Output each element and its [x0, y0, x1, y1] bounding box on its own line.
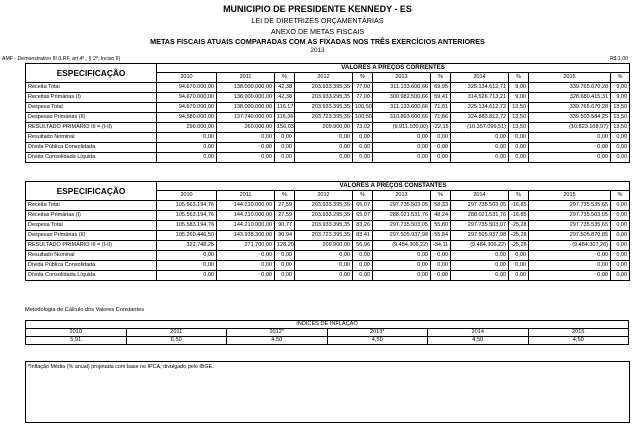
table-cell: 0,00	[509, 143, 529, 153]
table-cell: 94.670.000,00	[157, 103, 217, 113]
table-cell: 0,00	[451, 271, 509, 281]
table-cell: 0,00	[295, 251, 353, 261]
table-cell: 42,38	[275, 83, 295, 93]
table-cell: 310.893.600,66	[373, 113, 431, 123]
law-title: LEI DE DIRETRIZES ORÇAMENTÁRIAS	[251, 16, 384, 25]
section-title-row	[26, 182, 630, 191]
section-title-row	[26, 64, 630, 73]
table-cell: 0,00	[431, 153, 451, 163]
inflation-year: 2013*	[327, 329, 428, 337]
table-cell: 297.735.503,05	[373, 201, 431, 211]
row-label: Dívida Pública Consolidada	[26, 261, 157, 271]
row-label: Despesa Total	[26, 221, 157, 231]
table-cell: 0,00	[611, 143, 630, 153]
column-header: 2015	[529, 191, 611, 201]
table-cell: 0,00	[373, 251, 431, 261]
table-cell: 94.670.000,00	[157, 93, 217, 103]
table-cell: 143.938.300,00	[217, 231, 275, 241]
table-cell: 138.000.000,00	[217, 103, 275, 113]
table-cell: 297.735.503,05	[373, 221, 431, 231]
inflation-title: ÍNDICES DE INFLAÇÃO	[26, 321, 629, 329]
table-cell: 144.210.000,00	[217, 221, 275, 231]
table-cell: 77,00	[353, 93, 373, 103]
column-header: 2012	[295, 73, 353, 83]
table-cell: 0,00	[275, 261, 295, 271]
table-cell: 0,00	[611, 261, 630, 271]
table-cell: 138.000.000,00	[217, 93, 275, 103]
inflation-year: 2012*	[227, 329, 328, 337]
table-cell: 42,38	[275, 93, 295, 103]
column-header: 2013	[373, 191, 431, 201]
table-cell: 116,17	[275, 103, 295, 113]
table-cell: 69,95	[431, 83, 451, 93]
inflation-note: *Inflação Média (% anual) projetada com base no IPCA, divulgado pelo IBGE.	[28, 364, 214, 370]
row-label: Receita Total	[26, 83, 157, 93]
table-row	[26, 113, 630, 123]
table-cell: 0,00	[451, 261, 509, 271]
column-header: %	[611, 191, 630, 201]
table-cell: 203.723.395,35	[295, 231, 353, 241]
column-header: %	[509, 73, 529, 83]
table-row	[26, 83, 630, 93]
table-cell: 0,00	[217, 271, 275, 281]
table-cell: -34,11	[431, 241, 451, 251]
table-cell: 0,00	[373, 133, 431, 143]
table-cell: 290.000,00	[157, 123, 217, 133]
table-row	[26, 211, 630, 221]
table-row	[26, 153, 630, 163]
table-cell: 128,20	[275, 241, 295, 251]
table-cell: 0,00	[353, 133, 373, 143]
table-cell: 0,00	[157, 261, 217, 271]
table-cell: 0,00	[529, 153, 611, 163]
table-cell: 339.765.670,28	[529, 103, 611, 113]
municipality-title: MUNICIPIO DE PRESIDENTE KENNEDY - ES	[223, 4, 412, 14]
table-row	[26, 93, 630, 103]
table-cell: 0,00	[611, 211, 630, 221]
table-cell: -16,85	[509, 211, 529, 221]
table-cell: 311.133.600,66	[373, 83, 431, 93]
table-cell: (9.911.100,00)	[373, 123, 431, 133]
table-cell: 137.740.000,00	[217, 113, 275, 123]
table-cell: 0,00	[295, 133, 353, 143]
inflation-year: 2015	[528, 329, 629, 337]
row-label: RESULTADO PRIMÁRIO III = (I-II)	[26, 241, 157, 251]
table-cell: 156,03	[275, 123, 295, 133]
table-cell: 328.680.415,31	[529, 93, 611, 103]
table-cell: 55,80	[431, 221, 451, 231]
table-cell: 0,00	[157, 133, 217, 143]
table-cell: 58,33	[431, 201, 451, 211]
table-cell: 0,00	[611, 271, 630, 281]
table-row	[26, 123, 630, 133]
table-row	[26, 231, 630, 241]
specification-header: ESPECIFICAÇÃO	[26, 64, 157, 83]
column-header: %	[275, 191, 295, 201]
row-label: Despesa Total	[26, 103, 157, 113]
table-cell: 9,00	[611, 83, 630, 93]
table-cell: 297.735.535,65	[529, 201, 611, 211]
table-cell: 13,50	[509, 113, 529, 123]
table-cell: 339.503.584,25	[529, 113, 611, 123]
table-cell: 297.735.503,05	[451, 201, 509, 211]
column-header: 2012	[295, 191, 353, 201]
column-header: %	[275, 73, 295, 83]
table-cell: 0,00	[353, 153, 373, 163]
table-cell: 59,41	[431, 93, 451, 103]
table-cell: 203.933.395,35	[295, 83, 353, 93]
table-cell: 209.900,00	[295, 241, 353, 251]
inflation-year: 2010	[26, 329, 127, 337]
table-cell: 0,00	[431, 133, 451, 143]
table-cell: 0,00	[373, 261, 431, 271]
table-cell: 0,00	[353, 251, 373, 261]
specification-header: ESPECIFICAÇÃO	[26, 182, 157, 201]
table-cell: 325.134.612,72	[451, 103, 509, 113]
table-cell: 311.133.600,66	[373, 103, 431, 113]
row-label: Resultado Nominal	[26, 251, 157, 261]
table-cell: 288.021.531,76	[451, 211, 509, 221]
column-header: %	[353, 73, 373, 83]
constant-prices-table	[25, 181, 630, 281]
column-header: %	[611, 73, 630, 83]
table-cell: 0,00	[275, 271, 295, 281]
table-row	[26, 103, 630, 113]
table-cell: 0,00	[275, 153, 295, 163]
table-cell: 0,00	[217, 143, 275, 153]
table-cell: 0,00	[353, 271, 373, 281]
column-header: %	[431, 73, 451, 83]
table-cell: 0,00	[451, 251, 509, 261]
table-cell: 90,77	[275, 221, 295, 231]
table-cell: 0,00	[509, 133, 529, 143]
table-cell: 144.210.000,00	[217, 211, 275, 221]
inflation-year: 2014	[428, 329, 529, 337]
table-cell: 297.735.503,07	[451, 221, 509, 231]
table-row	[26, 261, 630, 271]
table-cell: 71,86	[431, 113, 451, 123]
table-cell: 0,00	[157, 251, 217, 261]
table-cell: 0,00	[611, 133, 630, 143]
table-cell: -25,28	[509, 241, 529, 251]
inflation-table	[25, 320, 629, 345]
inflation-value: 4,50	[327, 337, 428, 345]
column-header: 2011	[217, 73, 275, 83]
row-label: Despesas Primárias (II)	[26, 231, 157, 241]
table-cell: 94.670.000,00	[157, 83, 217, 93]
table-cell: 0,00	[373, 153, 431, 163]
table-cell: 0,00	[451, 133, 509, 143]
table-cell: 0,00	[509, 251, 529, 261]
table-cell: 105.260.446,50	[157, 231, 217, 241]
table-cell: 271.700,00	[217, 241, 275, 251]
section-title: VALORES A PREÇOS CONSTANTES	[157, 182, 630, 191]
table-cell: 105.583.194,76	[157, 221, 217, 231]
table-cell: 0,00	[295, 143, 353, 153]
amf-reference: AMF - Demonstrativo III (LRF, art 4º., § 2º, Inciso II)	[2, 56, 121, 62]
table-cell: 0,00	[353, 261, 373, 271]
table-cell: 0,00	[275, 133, 295, 143]
table-cell: 9,00	[611, 93, 630, 103]
table-row	[26, 221, 630, 231]
table-cell: 9,00	[509, 93, 529, 103]
table-cell: 324.883.812,72	[451, 113, 509, 123]
row-label: Dívida Consolidada Líquida	[26, 271, 157, 281]
column-header: %	[353, 191, 373, 201]
table-cell: -16,85	[509, 201, 529, 211]
row-label: Receita Total	[26, 201, 157, 211]
table-cell: 0,00	[353, 143, 373, 153]
table-cell: 0,00	[295, 271, 353, 281]
table-cell: 0,00	[611, 231, 630, 241]
row-label: Receitas Primárias (I)	[26, 211, 157, 221]
row-label: RESULTADO PRIMÁRIO III = (I-II)	[26, 123, 157, 133]
table-cell: 65,07	[353, 201, 373, 211]
table-cell: 0,00	[509, 153, 529, 163]
table-cell: 0,00	[217, 261, 275, 271]
table-cell: (10.823.168,97)	[529, 123, 611, 133]
table-cell: 116,36	[275, 113, 295, 123]
table-cell: 65,07	[353, 211, 373, 221]
column-header: 2015	[529, 73, 611, 83]
table-cell: 83,26	[353, 221, 373, 231]
table-cell: 0,00	[295, 261, 353, 271]
table-cell: 0,00	[373, 143, 431, 153]
table-cell: -25,28	[509, 231, 529, 241]
column-header: 2014	[451, 73, 509, 83]
table-cell: 203.933.395,35	[295, 221, 353, 231]
current-prices-table	[25, 63, 630, 163]
table-cell: 0,00	[529, 133, 611, 143]
row-label: Dívida Pública Consolidada	[26, 143, 157, 153]
inflation-value: 4,50	[428, 337, 529, 345]
table-cell: 0,00	[611, 241, 630, 251]
table-cell: 0,00	[451, 153, 509, 163]
table-cell: 0,00	[157, 153, 217, 163]
inflation-year: 2011	[126, 329, 227, 337]
table-cell: 260.000,00	[217, 123, 275, 133]
table-cell: 13,50	[611, 123, 630, 133]
table-cell: 203.723.395,35	[295, 113, 353, 123]
report-subtitle: METAS FISCAIS ATUAIS COMPARADAS COM AS FIXADAS NOS TRÊS EXERCÍCIOS ANTERIORES	[150, 37, 485, 46]
currency-unit: R$ 1,00	[609, 56, 628, 62]
row-label: Receitas Primárias (I)	[26, 93, 157, 103]
table-cell: 0,00	[431, 251, 451, 261]
inflation-value: 4,50	[528, 337, 629, 345]
table-cell: 73,02	[353, 123, 373, 133]
table-row	[26, 201, 630, 211]
table-cell: 0,00	[217, 251, 275, 261]
table-cell: 144.210.000,00	[217, 201, 275, 211]
table-cell: 325.134.612,71	[451, 83, 509, 93]
table-row	[26, 241, 630, 251]
row-label: Despesas Primárias (II)	[26, 113, 157, 123]
column-header: %	[509, 191, 529, 201]
column-header: 2010	[157, 191, 217, 201]
table-cell: 0,00	[611, 153, 630, 163]
inflation-value: 4,50	[227, 337, 328, 345]
table-cell: 27,59	[275, 211, 295, 221]
column-header: 2011	[217, 191, 275, 201]
table-cell: 0,00	[509, 261, 529, 271]
methodology-label: Metodologia de Cálculo dos Valores Constantes	[25, 307, 144, 313]
inflation-value: 5,91	[26, 337, 127, 345]
table-cell: 13,50	[509, 103, 529, 113]
table-cell: 0,00	[217, 133, 275, 143]
column-header: 2010	[157, 73, 217, 83]
table-cell: 105.563.194,76	[157, 201, 217, 211]
section-title: VALORES A PREÇOS CORRENTES	[157, 64, 630, 73]
table-cell: -25,28	[509, 221, 529, 231]
table-cell: 0,00	[431, 271, 451, 281]
table-cell: 288.021.531,76	[373, 211, 431, 221]
table-cell: 90,94	[275, 231, 295, 241]
table-cell: 0,00	[611, 201, 630, 211]
table-cell: 203.933.295,35	[295, 211, 353, 221]
table-cell: 94.580.000,00	[157, 113, 217, 123]
table-cell: 48,24	[431, 211, 451, 221]
table-row	[26, 133, 630, 143]
table-cell: 203.933.295,35	[295, 93, 353, 103]
row-label: Resultado Nominal	[26, 133, 157, 143]
table-cell: 100,50	[353, 103, 373, 113]
table-cell: 0,00	[373, 271, 431, 281]
table-cell: (10.357.099,51)	[451, 123, 509, 133]
table-cell: 297.505.937,98	[451, 231, 509, 241]
column-header: %	[431, 191, 451, 201]
table-cell: 0,00	[275, 251, 295, 261]
table-cell: 0,00	[157, 143, 217, 153]
table-cell: 100,50	[353, 113, 373, 123]
table-cell: 0,00	[529, 143, 611, 153]
table-cell: 322.748,25	[157, 241, 217, 251]
row-label: Dívida Consolidada Líquida	[26, 153, 157, 163]
table-cell: 13,50	[509, 123, 529, 133]
annex-title: ANEXO DE METAS FISCAIS	[270, 27, 365, 36]
table-cell: 77,00	[353, 83, 373, 93]
table-cell: 27,59	[275, 201, 295, 211]
table-row	[26, 143, 630, 153]
report-year: 2013	[310, 47, 325, 54]
table-cell: 0,00	[451, 143, 509, 153]
table-cell: 339.765.670,28	[529, 83, 611, 93]
table-cell: 0,00	[509, 271, 529, 281]
table-row	[26, 271, 630, 281]
table-cell: 203.933.395,35	[295, 201, 353, 211]
table-cell: 13,50	[611, 103, 630, 113]
table-cell: 0,00	[295, 153, 353, 163]
table-cell: 297.505.870,85	[529, 231, 611, 241]
column-header: 2014	[451, 191, 509, 201]
table-cell: 83,41	[353, 231, 373, 241]
table-cell: 105.563.194,76	[157, 211, 217, 221]
inflation-value: 6,50	[126, 337, 227, 345]
table-cell: 55,84	[431, 231, 451, 241]
table-cell: 0,00	[157, 271, 217, 281]
table-cell: (9.484.306,22)	[451, 241, 509, 251]
table-cell: 0,00	[611, 251, 630, 261]
table-cell: 0,00	[431, 143, 451, 153]
table-cell: 0,00	[529, 271, 611, 281]
table-cell: 314.526.713,21	[451, 93, 509, 103]
table-cell: 9,00	[509, 83, 529, 93]
table-cell: 0,00	[275, 143, 295, 153]
table-cell: -22,15	[431, 123, 451, 133]
table-cell: (9.484.307,26)	[529, 241, 611, 251]
table-cell: 56,96	[353, 241, 373, 251]
table-cell: 138.000.000,00	[217, 83, 275, 93]
table-cell: 0,00	[529, 251, 611, 261]
table-cell: 13,50	[611, 113, 630, 123]
table-cell: 209.900,00	[295, 123, 353, 133]
table-cell: 0,00	[529, 261, 611, 271]
table-cell: 71,81	[431, 103, 451, 113]
table-cell: 0,00	[217, 153, 275, 163]
table-row	[26, 251, 630, 261]
table-cell: 297.735.535,65	[529, 221, 611, 231]
table-cell: 300.982.500,66	[373, 93, 431, 103]
table-cell: 297.505.937,98	[373, 231, 431, 241]
notes-box	[25, 361, 630, 423]
table-cell: 0,00	[611, 221, 630, 231]
table-cell: (9.484.306,22)	[373, 241, 431, 251]
table-cell: 297.735.503,05	[529, 211, 611, 221]
column-header: 2013	[373, 73, 431, 83]
table-cell: 203.933.395,35	[295, 103, 353, 113]
table-cell: 0,00	[431, 261, 451, 271]
